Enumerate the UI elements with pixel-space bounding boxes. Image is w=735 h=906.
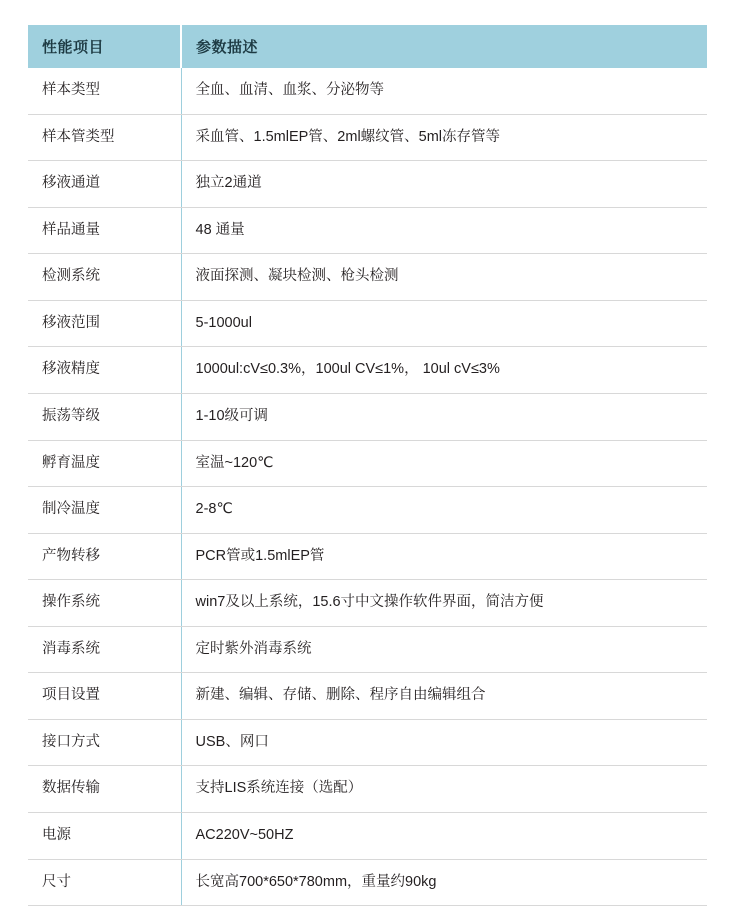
table-row bbox=[28, 580, 707, 627]
row-item-value: 1-10级可调 bbox=[181, 393, 707, 440]
row-item-label: 样品通量 bbox=[28, 207, 181, 254]
table-row bbox=[28, 813, 707, 860]
row-item-label: 尺寸 bbox=[28, 859, 181, 906]
row-item-label: 消毒系统 bbox=[28, 626, 181, 673]
table-row bbox=[28, 347, 707, 394]
row-item-label: 样本管类型 bbox=[28, 114, 181, 161]
row-item-label: 产物转移 bbox=[28, 533, 181, 580]
row-item-value: 新建、编辑、存储、删除、程序自由编辑组合 bbox=[181, 673, 707, 720]
row-item-label: 移液精度 bbox=[28, 347, 181, 394]
table-row bbox=[28, 254, 707, 301]
table-row bbox=[28, 68, 707, 114]
table-header bbox=[28, 25, 707, 68]
row-item-value: USB、网口 bbox=[181, 719, 707, 766]
row-item-label: 检测系统 bbox=[28, 254, 181, 301]
specifications-table bbox=[28, 25, 707, 906]
row-item-label: 电源 bbox=[28, 813, 181, 860]
row-item-value: 全血、血清、血浆、分泌物等 bbox=[181, 68, 707, 114]
table-row bbox=[28, 207, 707, 254]
row-item-label: 操作系统 bbox=[28, 580, 181, 627]
row-item-value: 1000ul:cV≤0.3%，100ul CV≤1%， 10ul cV≤3% bbox=[181, 347, 707, 394]
row-item-label: 移液通道 bbox=[28, 161, 181, 208]
table-row bbox=[28, 533, 707, 580]
row-item-value: PCR管或1.5mlEP管 bbox=[181, 533, 707, 580]
table-row bbox=[28, 487, 707, 534]
row-item-value: 采血管、1.5mlEP管、2ml螺纹管、5ml冻存管等 bbox=[181, 114, 707, 161]
row-item-label: 移液范围 bbox=[28, 300, 181, 347]
table-row bbox=[28, 440, 707, 487]
row-item-value: 定时紫外消毒系统 bbox=[181, 626, 707, 673]
table-row bbox=[28, 673, 707, 720]
table-row bbox=[28, 766, 707, 813]
row-item-value: 5-1000ul bbox=[181, 300, 707, 347]
row-item-value: 独立2通道 bbox=[181, 161, 707, 208]
row-item-value: 2-8℃ bbox=[181, 487, 707, 534]
row-item-value: 支持LIS系统连接（选配） bbox=[181, 766, 707, 813]
row-item-value: AC220V~50HZ bbox=[181, 813, 707, 860]
table-row bbox=[28, 393, 707, 440]
table-row bbox=[28, 626, 707, 673]
column-header-item: 性能项目 bbox=[28, 25, 181, 68]
table-row bbox=[28, 719, 707, 766]
table-header-row bbox=[28, 25, 707, 68]
row-item-label: 样本类型 bbox=[28, 68, 181, 114]
row-item-label: 制冷温度 bbox=[28, 487, 181, 534]
row-item-value: 室温~120℃ bbox=[181, 440, 707, 487]
table-body bbox=[28, 68, 707, 906]
table-row bbox=[28, 859, 707, 906]
row-item-label: 振荡等级 bbox=[28, 393, 181, 440]
table-row bbox=[28, 300, 707, 347]
row-item-value: win7及以上系统，15.6寸中文操作软件界面，简洁方便 bbox=[181, 580, 707, 627]
row-item-value: 48 通量 bbox=[181, 207, 707, 254]
row-item-value: 液面探测、凝块检测、枪头检测 bbox=[181, 254, 707, 301]
row-item-label: 接口方式 bbox=[28, 719, 181, 766]
row-item-label: 数据传输 bbox=[28, 766, 181, 813]
table-row bbox=[28, 161, 707, 208]
row-item-label: 孵育温度 bbox=[28, 440, 181, 487]
table-row bbox=[28, 114, 707, 161]
row-item-value: 长宽高700*650*780mm，重量约90kg bbox=[181, 859, 707, 906]
column-header-description: 参数描述 bbox=[181, 25, 707, 68]
row-item-label: 项目设置 bbox=[28, 673, 181, 720]
